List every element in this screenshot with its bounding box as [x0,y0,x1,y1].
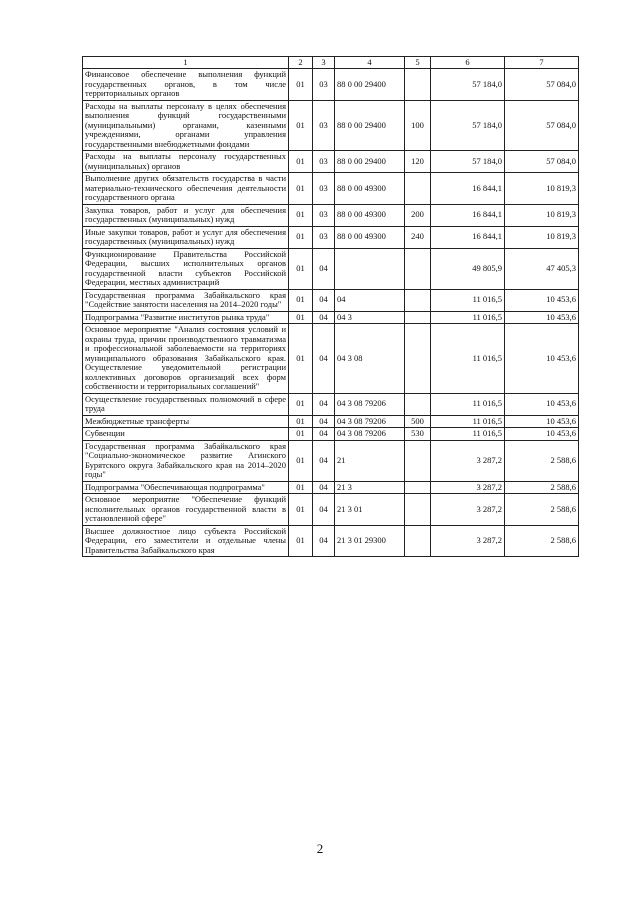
target-article-code: 04 [335,289,405,311]
section-code: 01 [289,525,313,557]
subsection-code: 04 [313,494,335,526]
subsection-code: 03 [313,204,335,226]
header-cell: 4 [335,57,405,69]
subsection-code: 04 [313,440,335,481]
target-article-code: 21 3 01 [335,494,405,526]
header-cell: 7 [505,57,579,69]
target-article-code: 88 0 00 49300 [335,226,405,248]
amount-plan: 57 184,0 [431,151,505,173]
amount-actual: 10 819,3 [505,204,579,226]
target-article-code: 04 3 08 79206 [335,415,405,428]
row-name: Межбюджетные трансферты [83,415,289,428]
row-name: Основное мероприятие "Анализ состояния условий и охраны труда, причин производственного травматизма и профессиональной заболеваемости на территориях муниципального образования Забайкальского края. Осуществление уведомительной регистрации коллективных договоров организаций всех форм собственности и территориальных соглашений" [83,324,289,394]
section-code: 01 [289,481,313,494]
expense-type-code [405,494,431,526]
section-code: 01 [289,226,313,248]
target-article-code: 21 3 01 29300 [335,525,405,557]
row-name: Субвенции [83,428,289,441]
table-row [83,440,579,481]
table-row [83,226,579,248]
expense-type-code [405,248,431,289]
table-row [83,494,579,526]
amount-plan: 11 016,5 [431,428,505,441]
table-row [83,69,579,101]
expense-type-code: 240 [405,226,431,248]
section-code: 01 [289,393,313,415]
target-article-code: 04 3 08 79206 [335,428,405,441]
target-article-code: 88 0 00 49300 [335,204,405,226]
section-code: 01 [289,289,313,311]
target-article-code [335,248,405,289]
amount-plan: 3 287,2 [431,481,505,494]
section-code: 01 [289,428,313,441]
table-row [83,481,579,494]
budget-table [82,56,579,557]
amount-actual: 10 453,6 [505,393,579,415]
row-name: Государственная программа Забайкальского края "Содействие занятости населения на 2014–2020 годы" [83,289,289,311]
row-name: Подпрограмма "Развитие институтов рынка труда" [83,311,289,324]
row-name: Расходы на выплаты персоналу государственных (муниципальных) органов [83,151,289,173]
subsection-code: 04 [313,428,335,441]
subsection-code: 04 [313,393,335,415]
subsection-code: 04 [313,481,335,494]
amount-plan: 49 805,9 [431,248,505,289]
section-code: 01 [289,324,313,394]
subsection-code: 03 [313,151,335,173]
row-name: Выполнение других обязательств государства в части материально-технического обеспечения деятельности государственного органа [83,173,289,205]
row-name: Закупка товаров, работ и услуг для обеспечения государственных (муниципальных) нужд [83,204,289,226]
table-row [83,173,579,205]
header-cell: 5 [405,57,431,69]
amount-actual: 57 084,0 [505,100,579,151]
amount-plan: 16 844,1 [431,173,505,205]
table-row [83,324,579,394]
subsection-code: 03 [313,173,335,205]
table-body [83,69,579,557]
amount-plan: 57 184,0 [431,69,505,101]
amount-actual: 10 453,6 [505,289,579,311]
target-article-code: 21 3 [335,481,405,494]
amount-actual: 10 819,3 [505,226,579,248]
expense-type-code [405,311,431,324]
table-row [83,248,579,289]
subsection-code: 03 [313,226,335,248]
subsection-code: 04 [313,248,335,289]
target-article-code: 04 3 [335,311,405,324]
table-header-row [83,57,579,69]
header-cell: 1 [83,57,289,69]
table-row [83,428,579,441]
amount-actual: 57 084,0 [505,151,579,173]
section-code: 01 [289,311,313,324]
target-article-code: 21 [335,440,405,481]
table-row [83,393,579,415]
amount-plan: 11 016,5 [431,289,505,311]
table-row [83,525,579,557]
row-name: Функционирование Правительства Российской Федерации, высших исполнительных органов государственной власти субъектов Российской Федерации, местных администраций [83,248,289,289]
target-article-code: 04 3 08 [335,324,405,394]
row-name: Государственная программа Забайкальского края "Социально-экономическое развитие Агинского Бурятского округа Забайкальского края на 2014–2020 годы" [83,440,289,481]
amount-plan: 16 844,1 [431,226,505,248]
page-number: 2 [316,841,324,856]
table-row [83,311,579,324]
row-name: Высшее должностное лицо субъекта Российской Федерации, его заместители и отдельные члены Правительства Забайкальского края [83,525,289,557]
section-code: 01 [289,173,313,205]
amount-actual: 10 453,6 [505,324,579,394]
amount-plan: 3 287,2 [431,440,505,481]
expense-type-code [405,525,431,557]
expense-type-code [405,289,431,311]
table-row [83,100,579,151]
table-row [83,415,579,428]
target-article-code: 88 0 00 29400 [335,69,405,101]
expense-type-code: 530 [405,428,431,441]
amount-plan: 11 016,5 [431,393,505,415]
amount-actual: 10 819,3 [505,173,579,205]
row-name: Основное мероприятие "Обеспечение функций исполнительных органов государственной власти в установленной сфере" [83,494,289,526]
subsection-code: 04 [313,324,335,394]
expense-type-code [405,393,431,415]
amount-actual: 10 453,6 [505,428,579,441]
amount-actual: 47 405,3 [505,248,579,289]
amount-actual: 2 588,6 [505,494,579,526]
amount-plan: 16 844,1 [431,204,505,226]
target-article-code: 88 0 00 29400 [335,151,405,173]
section-code: 01 [289,151,313,173]
amount-plan: 57 184,0 [431,100,505,151]
expense-type-code: 200 [405,204,431,226]
amount-actual: 2 588,6 [505,481,579,494]
row-name: Иные закупки товаров, работ и услуг для обеспечения государственных (муниципальных) нужд [83,226,289,248]
row-name: Финансовое обеспечение выполнения функций государственных органов, в том числе территориальных органов [83,69,289,101]
expense-type-code [405,173,431,205]
target-article-code: 88 0 00 29400 [335,100,405,151]
table-row [83,289,579,311]
section-code: 01 [289,204,313,226]
target-article-code: 88 0 00 49300 [335,173,405,205]
expense-type-code [405,69,431,101]
expense-type-code: 100 [405,100,431,151]
amount-actual: 2 588,6 [505,440,579,481]
expense-type-code [405,440,431,481]
subsection-code: 04 [313,525,335,557]
expense-type-code: 120 [405,151,431,173]
section-code: 01 [289,415,313,428]
section-code: 01 [289,494,313,526]
amount-plan: 11 016,5 [431,415,505,428]
row-name: Осуществление государственных полномочий в сфере труда [83,393,289,415]
amount-actual: 2 588,6 [505,525,579,557]
row-name: Расходы на выплаты персоналу в целях обеспечения выполнения функций государственными (муниципальными) органами, казенными учреждениями, органами управления государственными внебюджетными фондами [83,100,289,151]
table-row [83,204,579,226]
subsection-code: 03 [313,100,335,151]
amount-plan: 11 016,5 [431,324,505,394]
section-code: 01 [289,248,313,289]
section-code: 01 [289,440,313,481]
amount-plan: 3 287,2 [431,494,505,526]
target-article-code: 04 3 08 79206 [335,393,405,415]
subsection-code: 04 [313,415,335,428]
subsection-code: 04 [313,289,335,311]
subsection-code: 03 [313,69,335,101]
section-code: 01 [289,100,313,151]
amount-actual: 10 453,6 [505,311,579,324]
amount-actual: 10 453,6 [505,415,579,428]
expense-type-code [405,324,431,394]
table-row [83,151,579,173]
section-code: 01 [289,69,313,101]
row-name: Подпрограмма "Обеспечивающая подпрограмма" [83,481,289,494]
amount-plan: 3 287,2 [431,525,505,557]
header-cell: 2 [289,57,313,69]
header-cell: 6 [431,57,505,69]
header-cell: 3 [313,57,335,69]
amount-actual: 57 084,0 [505,69,579,101]
expense-type-code: 500 [405,415,431,428]
amount-plan: 11 016,5 [431,311,505,324]
expense-type-code [405,481,431,494]
subsection-code: 04 [313,311,335,324]
